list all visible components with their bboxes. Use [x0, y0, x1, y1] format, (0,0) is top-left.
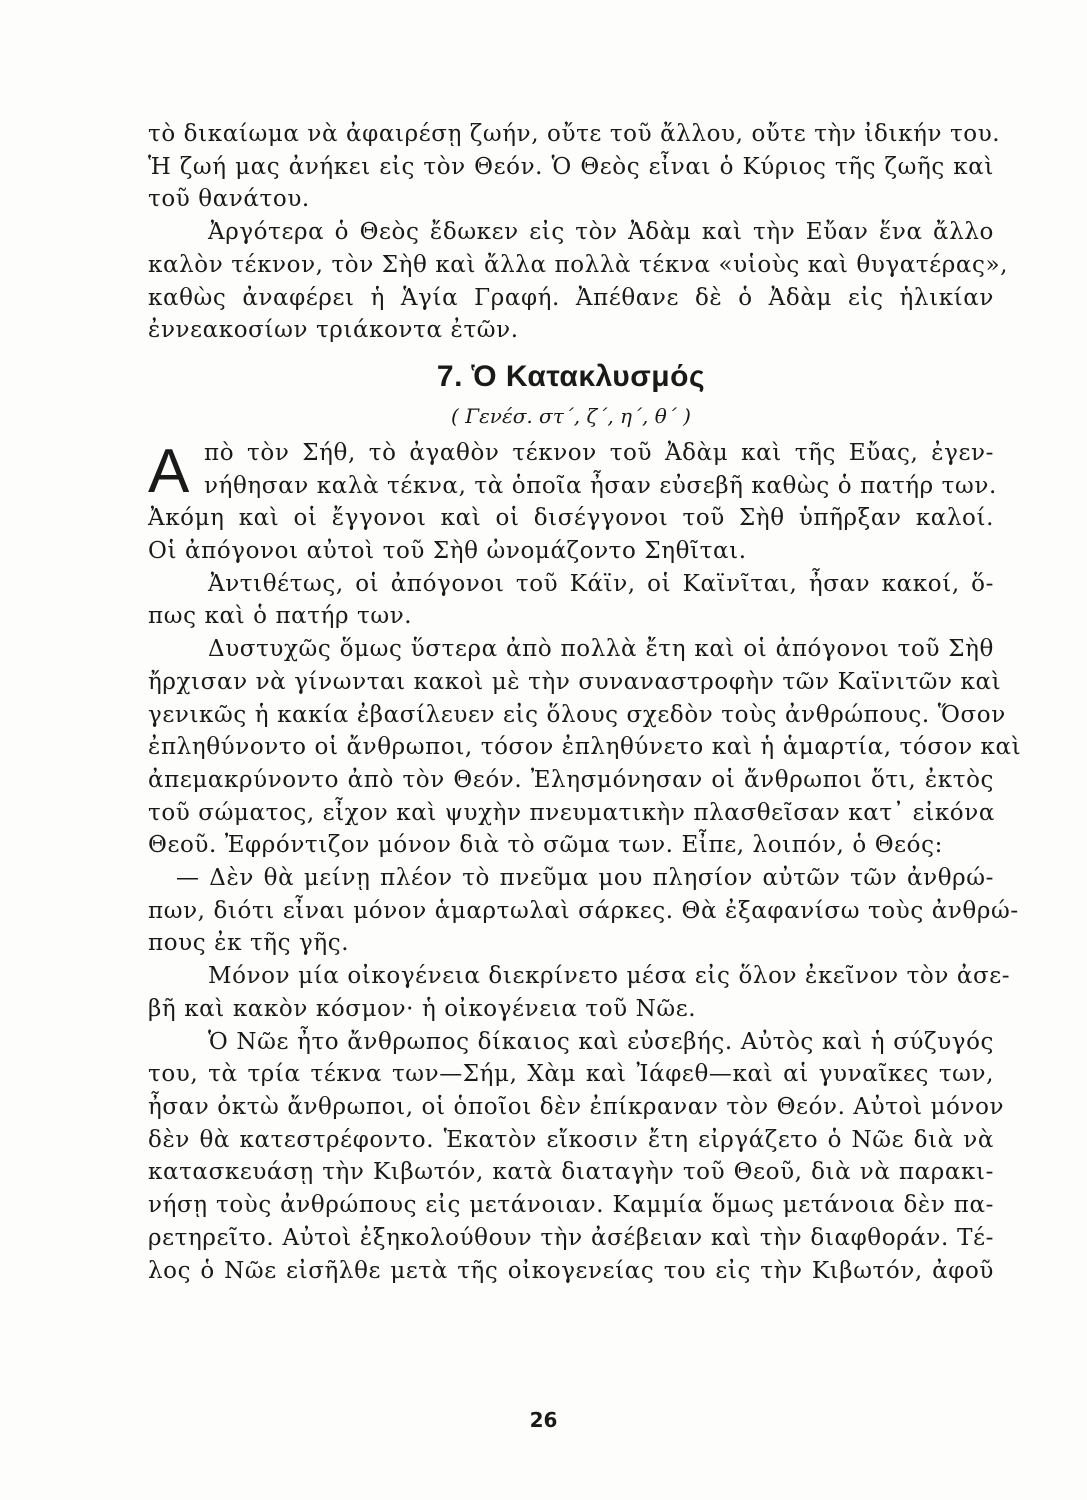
- page-number: 26: [529, 1408, 558, 1432]
- text-line: Ἀντιθέτως, οἱ ἀπόγονοι τοῦ Κάϊν, οἱ Καϊνῖται, ἦσαν κακοί, ὅ-: [208, 570, 994, 597]
- text-line: Ἀργότερα ὁ Θεὸς ἔδωκεν εἰς τὸν Ἀδὰμ καὶ τὴν Εὔαν ἕνα ἄλλο: [208, 219, 994, 246]
- text-line: του, τὰ τρία τέκνα των—Σήμ, Χὰμ καὶ Ἰάφεθ—καὶ αἱ γυναῖκες των,: [148, 1061, 994, 1088]
- text-line: ἐννεακοσίων τριάκοντα ἐτῶν.: [148, 317, 519, 344]
- text-line: τὸ δικαίωμα νὰ ἀφαιρέσῃ ζωήν, οὔτε τοῦ ἄλλου, οὔτε τὴν ἰδικήν του.: [148, 121, 1001, 147]
- text-line: καθὼς ἀναφέρει ἡ Ἁγία Γραφή. Ἀπέθανε δὲ ὁ Ἀδὰμ εἰς ἡλικίαν: [148, 284, 994, 311]
- text-line: δὲν θὰ κατεστρέφοντο. Ἑκατὸν εἴκοσιν ἔτη εἰργάζετο ὁ Νῶε διὰ νὰ: [148, 1126, 994, 1153]
- text-line: Ἡ ζωή μας ἀνήκει εἰς τὸν Θεόν. Ὁ Θεὸς εἶναι ὁ Κύριος τῆς ζωῆς καὶ: [148, 153, 994, 180]
- text-line: γενικῶς ἡ κακία ἐβασίλευεν εἰς ὅλους σχεδὸν τοὺς ἀνθρώπους. Ὅσον: [148, 701, 1006, 728]
- text-line: Μόνον μία οἰκογένεια διεκρίνετο μέσα εἰς ὅλον ἐκεῖνον τὸν ἀσε-: [208, 963, 1011, 990]
- chapter-title: 7. Ὁ Κατακλυσμός: [436, 359, 706, 393]
- drop-cap-letter: Α: [148, 436, 190, 506]
- text-line: Ἀκόμη καὶ οἱ ἔγγονοι καὶ οἱ δισέγγονοι τοῦ Σὴθ ὑπῆρξαν καλοί.: [148, 505, 994, 532]
- text-line: πους ἐκ τῆς γῆς.: [148, 930, 350, 957]
- text-line: ἐπληθύνοντο οἱ ἄνθρωποι, τόσον ἐπληθύνετο καὶ ἡ ἁμαρτία, τόσον καὶ: [148, 734, 1022, 761]
- text-line: νήσῃ τοὺς ἀνθρώπους εἰς μετάνοιαν. Καμμία ὅμως μετάνοια δὲν πα-: [148, 1192, 994, 1219]
- text-line: — Δὲν θὰ μείνῃ πλέον τὸ πνεῦμα μου πλησίον αὐτῶν τῶν ἀνθρώ-: [176, 865, 994, 892]
- text-line: καλὸν τέκνον, τὸν Σὴθ καὶ ἄλλα πολλὰ τέκνα «υἱοὺς καὶ θυγατέρας»,: [148, 251, 1009, 278]
- text-line: Θεοῦ. Ἐφρόντιζον μόνον διὰ τὸ σῶμα των. Εἶπε, λοιπόν, ὁ Θεός:: [148, 832, 943, 859]
- text-line: τοῦ θανάτου.: [148, 186, 310, 213]
- text-line: Οἱ ἀπόγονοι αὐτοὶ τοῦ Σὴθ ὠνομάζοντο Σηθῖται.: [148, 538, 747, 565]
- text-line: πως καὶ ὁ πατήρ των.: [148, 603, 413, 630]
- text-line: ἤρχισαν νὰ γίνωνται κακοὶ μὲ τὴν συναναστροφὴν τῶν Καϊνιτῶν καὶ: [148, 668, 1002, 695]
- page-body: [148, 118, 1022, 1287]
- text-line: κατασκευάσῃ τὴν Κιβωτόν, κατὰ διαταγὴν τοῦ Θεοῦ, διὰ νὰ παρακι-: [148, 1159, 994, 1186]
- text-line: ἦσαν ὀκτὼ ἄνθρωποι, οἱ ὁποῖοι δὲν ἐπίκραναν τὸν Θεόν. Αὐτοὶ μόνον: [148, 1093, 1005, 1120]
- text-line: ἀπεμακρύνοντο ἀπὸ τὸν Θεόν. Ἐλησμόνησαν οἱ ἄνθρωποι ὅτι, ἐκτὸς: [148, 766, 994, 793]
- drop-cap-paragraph: [148, 436, 997, 506]
- text-line: ρετηρεῖτο. Αὐτοὶ ἐξηκολούθουν τὴν ἀσέβειαν καὶ τὴν διαφθοράν. Τέ-: [148, 1224, 994, 1251]
- text-line: λος ὁ Νῶε εἰσῆλθε μετὰ τῆς οἰκογενείας του εἰς τὴν Κιβωτόν, ἀφοῦ: [148, 1257, 994, 1284]
- chapter-reference: ( Γενέσ. στ΄, ζ΄, η΄, θ΄ ): [451, 403, 691, 428]
- text-line: τοῦ σώματος, εἶχον καὶ ψυχὴν πνευματικὴν πλασθεῖσαν κατ᾿ εἰκόνα: [148, 799, 995, 826]
- text-line: νήθησαν καλὰ τέκνα, τὰ ὁποῖα ἦσαν εὐσεβῆ καθὼς ὁ πατήρ των.: [204, 472, 997, 499]
- text-line: πὸ τὸν Σήθ, τὸ ἀγαθὸν τέκνον τοῦ Ἀδὰμ καὶ τῆς Εὔας, ἐγεν-: [204, 439, 994, 466]
- text-line: πων, διότι εἶναι μόνον ἁμαρτωλαὶ σάρκες. Θὰ ἐξαφανίσω τοὺς ἀνθρώ-: [148, 897, 1019, 924]
- text-line: Ὁ Νῶε ἦτο ἄνθρωπος δίκαιος καὶ εὐσεβής. Αὐτὸς καὶ ἡ σύζυγός: [208, 1028, 994, 1055]
- text-line: βῆ καὶ κακὸν κόσμον· ἡ οἰκογένεια τοῦ Νῶε.: [148, 995, 697, 1022]
- chapter-heading: [148, 357, 994, 431]
- text-line: Δυστυχῶς ὅμως ὕστερα ἀπὸ πολλὰ ἔτη καὶ οἱ ἀπόγονοι τοῦ Σὴθ: [208, 636, 994, 663]
